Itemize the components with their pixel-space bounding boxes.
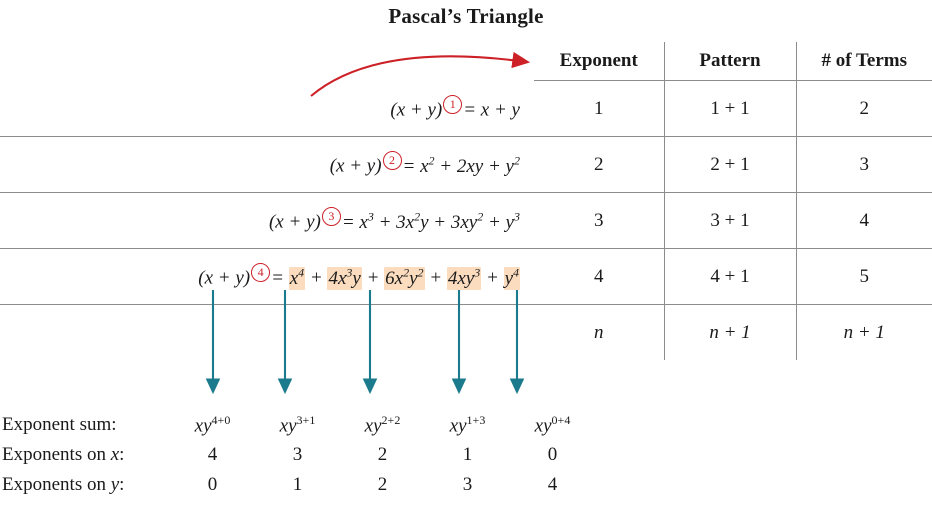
header-terms: # of Terms (796, 42, 932, 81)
exponent-sum-2: $xy^{3+1}$ (279, 412, 316, 437)
header-expression (0, 42, 534, 81)
terms-cell-1: 2 (796, 81, 932, 137)
page-title: Pascal’s Triangle (388, 4, 544, 28)
exponent-summary (0, 410, 932, 500)
expression-cell-1: (x + y) 1 = x + y (390, 97, 520, 121)
y-exponent-2: 1 (292, 474, 303, 495)
exponents-on-y-row (0, 470, 595, 500)
header-exponent: Exponent (559, 50, 638, 71)
circled-exponent-2: 2 (383, 151, 402, 170)
term-2-highlight: $4x^3y$ (328, 265, 361, 289)
y-exponent-5: 4 (547, 474, 558, 495)
term-4-highlight: $4xy^3$ (447, 265, 481, 289)
terms-cell-3: 4 (796, 193, 932, 249)
exponent-sum-row (0, 410, 595, 440)
table-row (0, 249, 932, 305)
exponent-cell-4: 4 (534, 249, 664, 305)
exponent-summary-table (0, 410, 595, 500)
table-header-row (0, 42, 932, 81)
exponent-cell-5: n (534, 305, 664, 361)
y-exponent-1: 0 (207, 474, 218, 495)
circled-exponent-4: 4 (251, 263, 270, 282)
exponent-sum-1: $xy^{4+0}$ (194, 412, 231, 437)
table-row (0, 81, 932, 137)
x-exponent-4: 1 (462, 444, 473, 465)
terms-cell-2: 3 (796, 137, 932, 193)
expression-cell-4: (x + y) $4 = x^4 + 4x^3y + 6x^2y^2 + 4xy^3 + y^4$ (0, 249, 534, 305)
pattern-cell-1: 1 + 1 (664, 81, 796, 137)
exponent-cell-1: 1 (534, 81, 664, 137)
term-1-highlight: $x^4$ (289, 265, 305, 289)
y-exponent-3: 2 (377, 474, 388, 495)
terms-cell-4: 5 (796, 249, 932, 305)
expression-cell-2: (x + y) $2 = x^2 + 2xy + y^2$ (0, 137, 534, 193)
x-exponent-3: 2 (377, 444, 388, 465)
expression-cell-5 (0, 305, 534, 361)
term-5-highlight: $y^4$ (504, 265, 519, 289)
pattern-cell-5: n + 1 (664, 305, 796, 361)
label-exponents-on-y: Exponents on y: (2, 474, 125, 495)
exponent-cell-3: 3 (534, 193, 664, 249)
exponent-cell-2: 2 (534, 137, 664, 193)
pascal-table-wrapper (0, 42, 932, 360)
pascal-table (0, 42, 932, 360)
label-exponent-sum: Exponent sum: (2, 414, 117, 435)
circled-exponent-1: 1 (443, 95, 462, 114)
table-row (0, 305, 932, 361)
pattern-cell-4: 4 + 1 (664, 249, 796, 305)
expression-cell-3: (x + y) $3 = x^3 + 3x^2y + 3xy^2 + y^3$ (0, 193, 534, 249)
term-3-highlight: $6x^2y^2$ (385, 265, 424, 289)
x-exponent-5: 0 (547, 444, 558, 465)
table-row (0, 193, 932, 249)
table-row (0, 137, 932, 193)
exponents-on-x-row (0, 440, 595, 470)
exponent-sum-4: $xy^{1+3}$ (449, 412, 486, 437)
pattern-cell-3: 3 + 1 (664, 193, 796, 249)
exponent-sum-5: $xy^{0+4}$ (534, 412, 571, 437)
x-exponent-2: 3 (292, 444, 303, 465)
x-exponent-1: 4 (207, 444, 218, 465)
y-exponent-4: 3 (462, 474, 473, 495)
pattern-cell-2: 2 + 1 (664, 137, 796, 193)
header-pattern: Pattern (664, 42, 796, 81)
exponent-sum-3: $xy^{2+2}$ (364, 412, 401, 437)
terms-cell-5: n + 1 (796, 305, 932, 361)
circled-exponent-3: 3 (322, 207, 341, 226)
label-exponents-on-x: Exponents on x: (2, 444, 125, 465)
